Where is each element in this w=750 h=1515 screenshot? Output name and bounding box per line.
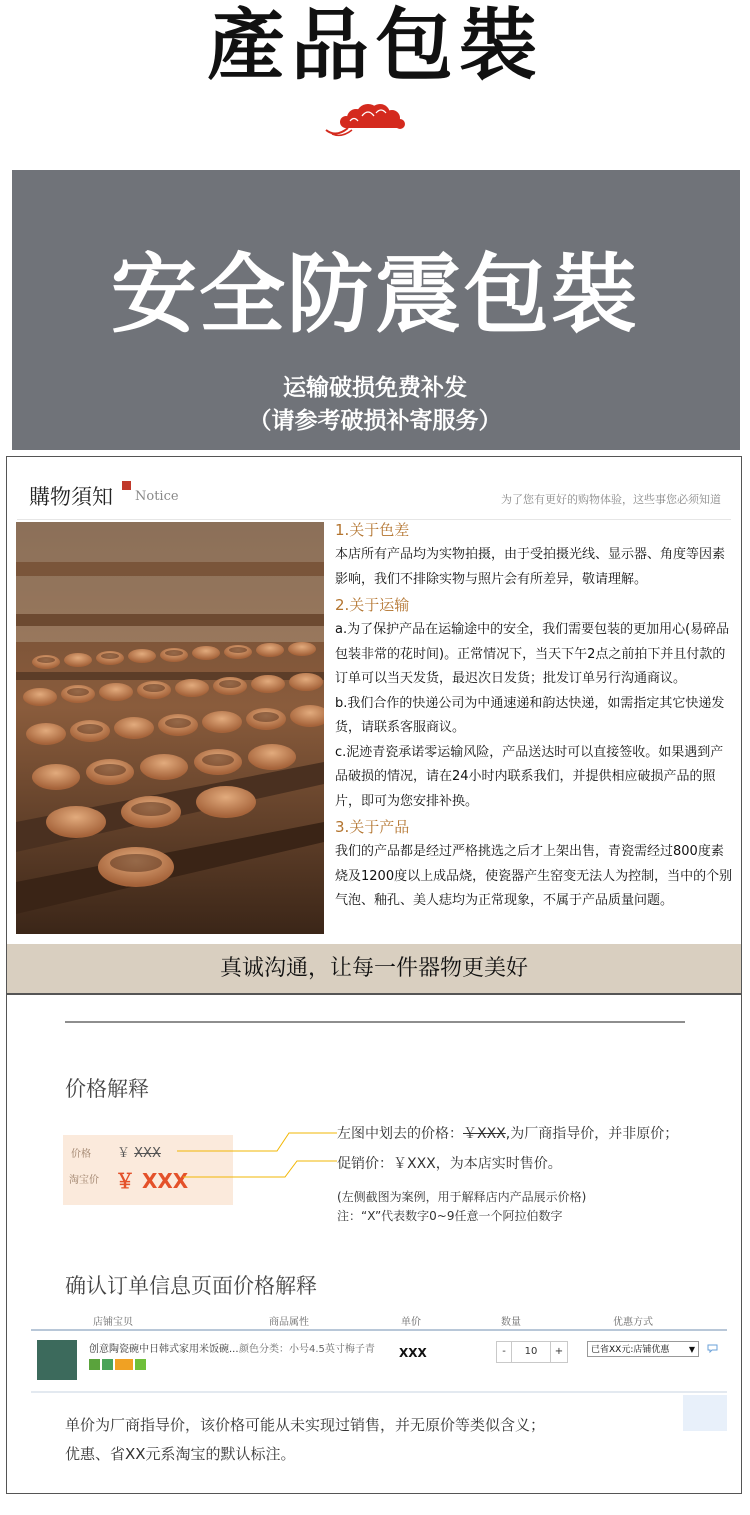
- x-note: 注：“X”代表数字0~9任意一个阿拉伯数字: [337, 1209, 563, 1223]
- section-paragraph: b.我们合作的快递公司为中通速递和韵达快递，如需指定其它快递发货，请联系客服商议。: [335, 695, 725, 735]
- confirm-order-heading: 确认订单信息页面价格解释: [65, 1274, 317, 1298]
- notice-title-en: Notice: [135, 489, 179, 504]
- page-title: 產品包裝: [206, 0, 543, 91]
- column-header: 店铺宝贝: [93, 1317, 133, 1328]
- auspicious-cloud-icon: [322, 94, 412, 140]
- notice-card: [6, 456, 742, 994]
- section-heading: 1.关于色差: [335, 521, 410, 539]
- column-header: 单价: [401, 1317, 421, 1328]
- taobao-price-label: 淘宝价: [69, 1175, 99, 1186]
- quantity-decrease-button[interactable]: -: [497, 1342, 512, 1362]
- example-note: (左侧截图为案例，用于解释店内产品展示价格): [337, 1190, 587, 1204]
- section-heading: 2.关于运输: [335, 596, 410, 614]
- notice-badge-icon: [122, 481, 131, 490]
- section-paragraph: 本店所有产品均为实物拍摄，由于受拍摄光线、显示器、角度等因素影响，我们不排除实物与照片会有所差异，敬请理解。: [335, 547, 726, 587]
- table-header-line: [31, 1329, 727, 1331]
- column-header: 商品属性: [269, 1317, 309, 1328]
- product-name-link[interactable]: 创意陶瓷碗中日韩式家用米饭碗...: [89, 1344, 239, 1355]
- column-header: 数量: [501, 1317, 521, 1328]
- quantity-input[interactable]: 10: [524, 1346, 538, 1357]
- price-heading: 价格解释: [65, 1077, 149, 1101]
- column-header: 优惠方式: [613, 1317, 653, 1328]
- section-paragraph: 我们的产品都是经过严格挑选之后才上架出售，青瓷需经过800度素烧及1200度以上成品烧，使瓷器产生窑变无法人为控制，当中的个别气泡、釉孔、美人痣均为正常现象，不属于产品质量问题。: [335, 844, 733, 908]
- table-header: [7, 1313, 741, 1330]
- price-card: [6, 994, 742, 1494]
- badge-icon: [102, 1359, 113, 1370]
- struck-price-explanation: 左图中划去的价格：￥XXX,为厂商指导价，并非原价；: [337, 1126, 679, 1142]
- notice-text: [335, 517, 735, 914]
- notice-title: 購物須知: [29, 485, 113, 509]
- pottery-kiln-image: [16, 522, 324, 934]
- product-attribute: 颜色分类：小号4.5英寸梅子青: [239, 1344, 375, 1355]
- sale-price: ￥ XXX: [115, 1169, 189, 1193]
- table-row: [31, 1332, 727, 1398]
- product-thumbnail[interactable]: [37, 1340, 77, 1380]
- banner-title: 安全防震包裝: [111, 244, 639, 345]
- notice-footer: 真诚沟通，让每一件器物更美好: [7, 944, 741, 993]
- section-paragraph: c.泥迹青瓷承诺零运输风险，产品送达时可以直接签收。如果遇到产品破损的情况，请在24小时内联系我们，并提供相应破损产品的照片，即可为您安排补换。: [335, 744, 724, 809]
- quantity-increase-button[interactable]: +: [550, 1342, 567, 1362]
- chat-icon[interactable]: [707, 1344, 718, 1353]
- section-heading: 3.关于产品: [335, 818, 410, 836]
- service-badges: [89, 1359, 148, 1370]
- badge-icon: [115, 1359, 133, 1370]
- badge-icon: [135, 1359, 146, 1370]
- badge-icon: [89, 1359, 100, 1370]
- sale-price-explanation: 促销价：￥XXX，为本店实时售价。: [337, 1156, 562, 1172]
- banner-note: （请参考破损补寄服务）: [248, 407, 502, 434]
- discount-footer-note: 优惠、省XX元系淘宝的默认标注。: [65, 1445, 296, 1463]
- banner-subtitle: 运输破损免费补发: [283, 374, 467, 401]
- chevron-down-icon: ▼: [688, 1345, 695, 1354]
- original-price: ￥ XXX: [117, 1146, 161, 1161]
- table-bottom-line: [31, 1391, 727, 1393]
- summary-box: [683, 1395, 727, 1431]
- price-footer-note: 单价为厂商指导价，该价格可能从未实现过销售，并无原价等类似含义；: [65, 1416, 546, 1434]
- notice-tagline: 为了您有更好的购物体验，这些事您必须知道: [501, 493, 721, 506]
- section-paragraph: a.为了保护产品在运输途中的安全，我们需要包装的更加用心(易碎品包装非常的花时间)。正常情况下，当天下午2点之前拍下并且付款的订单可以当天发货，最迟次日发货；批发订单另行沟通商议。: [335, 622, 730, 686]
- price-label: 价格: [71, 1149, 91, 1160]
- discount-select[interactable]: [587, 1341, 699, 1357]
- unit-price: XXX: [399, 1346, 427, 1360]
- discount-selected-value: 已省XX元:店铺优惠: [591, 1345, 670, 1355]
- quantity-stepper: [496, 1341, 568, 1363]
